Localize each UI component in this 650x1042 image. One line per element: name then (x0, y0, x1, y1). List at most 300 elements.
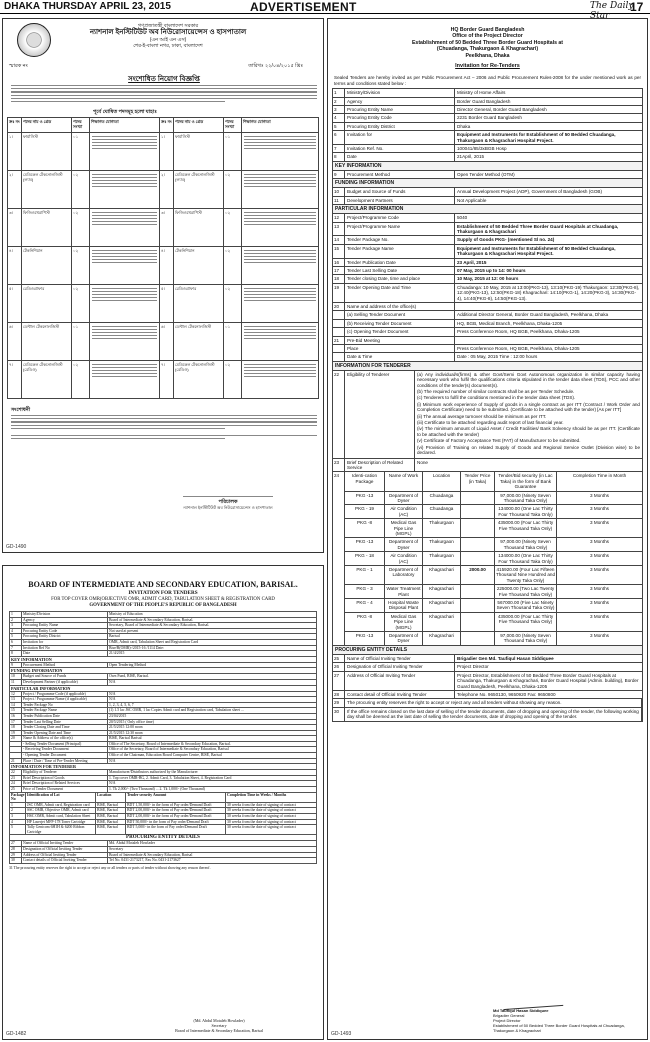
row-key: Tender Package No. (345, 236, 455, 243)
bise-table-general (9, 611, 317, 657)
bn-ref-left: স্মারক নং (9, 63, 28, 69)
col-header: পদের নাম ও গ্রেড (174, 118, 224, 132)
row-value: Md. Abdul Motaleb Howlader (109, 841, 155, 846)
row-key: Tender Package Name (345, 245, 455, 258)
bn-cell-post2: টেকনিশিয়ান (174, 247, 224, 284)
row-number (333, 328, 345, 335)
page-number: 17 (630, 0, 644, 14)
package-row (344, 552, 643, 566)
package-security: 97,000.00 (Ninety Seven Thousand Taka Only) (495, 492, 557, 506)
package-work: Department of Dyser (385, 538, 423, 552)
package-location: Thakurgaon (423, 538, 461, 552)
bn-cell-count: ০১ (72, 323, 90, 360)
eligibility-item: (v) Certificate of Factory Acceptance Test (FAT) of Manufacturer to be submitted. (417, 438, 581, 444)
hq-title-line: (Chuadanga, Thakurgaon & Khagrachari) (436, 46, 539, 53)
bn-intro-text (11, 83, 317, 104)
bn-cell-sn2: ১। (160, 133, 174, 170)
table-row (332, 267, 643, 275)
row-number: 10 (10, 674, 22, 679)
row-value: Additional Director General, Border Guard Bangladesh, Peelkhana, Dhaka (457, 312, 609, 318)
package-security: 97,000.00 (Ninety Seven Thousand Taka Only) (495, 538, 557, 552)
bn-cell-post: ফার্মাসিস্ট (22, 133, 72, 170)
bn-posts-table (7, 117, 319, 399)
package-price (461, 585, 495, 599)
bise-table-funding (9, 674, 317, 685)
bn-table-header (8, 118, 318, 132)
row-key: Procuring Entity Code (345, 114, 455, 121)
gd-number: GD-1482 (6, 1031, 27, 1037)
bn-header (63, 23, 273, 49)
row-key: Name of Official Inviting Tender (22, 841, 108, 846)
row-key: Agency (22, 618, 108, 623)
package-time: 3 Months (557, 552, 643, 566)
row-key: If the office remains closed on the last date of selling of the tender documents, date of dropping and opening of the tender, the following working day shall be deemed as the last date of selling the tender documents, date of dropping and opening of the tender. (345, 708, 642, 721)
bn-table-row (8, 246, 318, 284)
row-number: 9 (10, 663, 22, 668)
package-col-header: Location (423, 472, 461, 491)
package-security: 415920.00 (Four Lac Fifteen Thousand Nine Hundred and Twenty Taka Only) (495, 566, 557, 585)
package-price (461, 632, 495, 646)
row-key: Procuring Entity Name (345, 106, 455, 113)
row-value: Not Applicable (457, 197, 487, 203)
row-key: Name & Address of the office(s) (22, 736, 108, 741)
table-row (332, 320, 643, 328)
row-number: 3 (10, 623, 22, 628)
row-key: Tender Last Selling Date (22, 720, 108, 725)
package-row (344, 492, 643, 506)
bn-cell-sn2: ২। (160, 171, 174, 208)
row-key: Tender Package No (22, 703, 108, 708)
row-number: 24 (332, 472, 344, 646)
row-number: 20 (10, 736, 22, 741)
row-key: Brief Description of Related Services (22, 781, 108, 786)
sign-org: Board of Intermediate & Secondary Education, Barisal (175, 1028, 263, 1033)
row-key: Tender Publication Date (22, 714, 108, 719)
bise-table-procuring (9, 841, 317, 863)
row-key: Price of Tender Document (22, 787, 108, 792)
package-id: PKG - 3 (345, 585, 385, 599)
package-price (461, 505, 495, 519)
package-price: 2000.00 (461, 566, 495, 585)
row-number: 14 (333, 236, 345, 243)
package-time: 3 Months (557, 632, 643, 646)
bise-table-particular (9, 692, 317, 765)
row-number: 14 (10, 703, 22, 708)
bn-cell-count2: ০১ (224, 323, 242, 360)
package-time: 3 Months (557, 505, 643, 519)
row-key: Date (345, 153, 455, 160)
bise-section-key: KEY INFORMATION (9, 657, 317, 663)
bn-cell-post2: ফার্মাসিস্ট (174, 133, 224, 170)
bn-title: সংশোধিত নিয়োগ বিজ্ঞপ্তি (128, 76, 200, 83)
row-number: 11 (333, 197, 345, 204)
row-key: Contact details of Official Inviting Tender (22, 858, 108, 863)
row-number: 16 (10, 714, 22, 719)
bn-table-row (8, 170, 318, 208)
bise-line3: FOR TOP COVER OMR(OBJECTIVE OMR, ADMIT CARD, TABULATION SHEET & REGISTRATION CARD (51, 597, 275, 602)
bise-package-header (9, 793, 317, 803)
row-number: 1 (10, 612, 22, 617)
row-value: 1, 2, 3, 4, 5, 6, 7 (109, 702, 134, 707)
bn-cell-qualification (90, 133, 160, 170)
row-value: Dhaka (457, 123, 471, 129)
package-price (461, 552, 495, 566)
row-key: - Receiving Tender Document (22, 747, 108, 752)
table-row (332, 699, 643, 707)
row-key: Pre-Bid Meeting (345, 337, 455, 344)
hq-eligibility (332, 371, 643, 473)
bise-section-info: INFORMATION FOR TENDERER (9, 764, 317, 770)
ad-nins-recruitment (2, 18, 324, 553)
row-number: 22 (10, 770, 22, 775)
bn-cell-post: ফিজিওথেরাপিস্ট (22, 209, 72, 246)
row-value: Supply of Goods PKG- (mentioned Sl no. 24) (457, 237, 555, 243)
bise-package-time: 30 weeks from the date of signing of contract (227, 825, 296, 830)
row-key: Tender Opening Date and Time (22, 731, 108, 736)
row-key: Eligibility of Tenderer (345, 371, 415, 458)
package-location: Thakurgaon (423, 519, 461, 538)
bn-cell-qualification (242, 133, 318, 170)
bise-package-loc: BISE, Barisal (96, 808, 126, 813)
bn-cell-count2: ০২ (224, 171, 242, 208)
sign-rank: Brigadier General (493, 1013, 525, 1018)
row-key: The procuring entity reserves the right to accept or reject any and all tenders without showing any reason. (345, 699, 642, 706)
row-key: Designation of Official Inviting Tender (22, 847, 108, 852)
row-key: Tender closing Date, time and place (345, 275, 455, 282)
row-value: 20/5/2015 ( Only office time) (109, 719, 154, 724)
row-key: Place (345, 345, 455, 352)
row-number: 28 (10, 847, 22, 852)
table-row (332, 197, 643, 205)
row-key: Brief Description of Goods (22, 776, 108, 781)
row-key: Invitation for (345, 131, 455, 144)
row-key: Invitation Ref. No. (345, 145, 455, 152)
bn-cell-count: ০২ (72, 247, 90, 284)
hq-section-funding: FUNDING INFORMATION (332, 179, 643, 188)
row-number: 6 (10, 640, 22, 645)
row-value: OMR, Admit card, Tabulation Sheet and Registration Card (109, 639, 199, 644)
eligibility-item: (vi) Provision of Training on related Supply of Goods and Regional Service Outlet (Division wise) to be declared. (417, 444, 640, 456)
table-row (332, 259, 643, 267)
bise-section-particular: PARTICULAR INFORMATION (9, 686, 317, 692)
package-price (461, 599, 495, 613)
row-value: Manufacturer/Distributors authorized by the Manufacturer (109, 770, 198, 775)
package-col-header: Completion Time in Month (557, 472, 643, 491)
bn-sign-sub: ন্যাশনাল ইনস্টিটিউট অব নিউরোসায়েন্সেস ও হাসপাতাল (183, 505, 273, 510)
row-key: Brief Description of Related Service (345, 459, 415, 472)
bn-header-line: ন্যাশনাল ইনস্টিটিউট অব নিউরোসায়েন্সেস ও হাসপাতাল (89, 29, 247, 36)
row-number: 29 (10, 853, 22, 858)
package-time: 3 Months (557, 585, 643, 599)
row-value: Ministry of Education (109, 612, 143, 616)
hq-title-line: Establishment of 50 Bedded Three Border Guard Hospitals at (411, 39, 564, 46)
row-value: 21/4/2015 (109, 651, 125, 656)
package-col-header: Name of Work (385, 472, 423, 491)
row-number: 17 (10, 720, 22, 725)
row-value: N/A (109, 781, 116, 786)
table-row (332, 188, 643, 196)
table-row (332, 708, 643, 722)
row-key: Procuring Entity District (345, 123, 455, 130)
hq-table-funding (332, 188, 643, 205)
row-number: 9 (333, 171, 345, 178)
hq-table-general (332, 88, 643, 162)
col-header: পদের সংখ্যা (224, 118, 242, 132)
package-row (344, 538, 643, 552)
bise-package-lot: JSC OMR, Admit card, Registration card (26, 803, 96, 808)
gd-number: GD-1490 (6, 544, 27, 550)
row-number: 3 (333, 106, 345, 113)
col-header: পদের নাম ও গ্রেড (22, 118, 72, 132)
row-number: 11 (10, 680, 22, 685)
package-time: 3 Months (557, 599, 643, 613)
bn-cell-sn2: ৫। (160, 285, 174, 322)
government-seal-icon (17, 23, 51, 57)
bn-cell-count: ০২ (72, 361, 90, 398)
row-number: 7 (10, 646, 22, 651)
bn-cell-count: ০১ (72, 133, 90, 170)
row-value: Own Fund, BISE, Barisal. (109, 674, 149, 679)
bn-header-line: শের-ই-বাংলা নগর, ঢাকা, বাংলাদেশ (133, 43, 203, 49)
masthead (0, 0, 650, 21)
bise-package-col-header: Identification of Lot (26, 793, 96, 802)
sign-sub: Establishment of 50 Bedded Three Border Guard Hospitals at Chuadanga, Thakurgaon & Khagrachari (493, 1023, 625, 1033)
row-number: 19 (333, 284, 345, 302)
row-number: 28 (333, 691, 345, 698)
package-work: Air Condition (AC) (385, 505, 423, 519)
row-value: Border Guard Bangladesh (457, 98, 511, 104)
bn-ref-right: তারিখঃ ২২/০৪/২০১৫ খ্রিঃ (248, 63, 303, 69)
package-work: Department of Laboratory (385, 566, 423, 585)
hq-table-key (332, 171, 643, 179)
row-value: N/A (109, 691, 116, 696)
row-key: Tender Publication Date (345, 259, 455, 266)
row-value: Tel No. 0431-2173217, Fax No. 0431-2173627 (109, 858, 181, 863)
bise-package-time: 30 weeks from the date of signing of contract (227, 814, 296, 818)
package-location: Chuadanga (423, 492, 461, 506)
bn-cell-qualification (90, 247, 160, 284)
row-number (333, 353, 345, 360)
bn-cell-count2: ০১ (224, 133, 242, 170)
bn-cell-qualification (242, 247, 318, 284)
package-col-header: Tender Price (in Taka) (461, 472, 495, 491)
bn-cell-post2: ফিজিওথেরাপিস্ট (174, 209, 224, 246)
package-security: 134000.00 (One Lac Thirty Four Thousand Taka Only) (495, 505, 557, 519)
bise-package-col-header: Tender security Amount (126, 793, 226, 802)
table-row (332, 214, 643, 222)
row-value: N/A (109, 697, 116, 702)
bise-package-row (9, 825, 317, 835)
eligibility-item: (i) Minimum work experience of Supply of goods in a single contract as per ITT (Contract / Work Order and Completion Certificate) need to be submitted. (Certificate to be attached with the tender) [As per ITT] (417, 401, 640, 413)
bise-package-no: 4 (10, 820, 26, 825)
row-value: Annual Development Project (ADP), Government of Bangladesh (GOB) (457, 189, 603, 195)
package-row (344, 505, 643, 519)
package-price (461, 538, 495, 552)
bise-package-loc: BISE, Barisal (96, 814, 126, 819)
row-value: Office of the Secretary, Board of Intermediate & Secondary Education, Barisal (109, 747, 229, 752)
row-number: 30 (10, 858, 22, 863)
bise-package-col-header: Completion Time in Weeks / Months (227, 792, 287, 797)
row-number: 7 (333, 145, 345, 152)
bn-cell-count2: ০২ (224, 247, 242, 284)
row-number (10, 742, 22, 747)
dateline: DHAKA THURSDAY APRIL 23, 2015 (4, 1, 171, 12)
row-key: Tender Package Name (22, 708, 108, 713)
table-row (332, 153, 643, 161)
row-value: Equipment and Instruments for Establishment of 50 Bedded Chuadanga, Thakurgaon & Khagrachari Hospital Project. (457, 132, 616, 143)
row-key: Procurement Method (22, 663, 108, 668)
table-row (332, 236, 643, 244)
row-value: 21/5/2015 12:00 noon (109, 725, 143, 730)
table-row (332, 691, 643, 699)
row-number: 24 (10, 781, 22, 786)
bn-footer-note: সংশোধনী (11, 407, 31, 413)
bn-table-row (8, 284, 318, 322)
row-number: 18 (333, 275, 345, 282)
bn-cell-qualification (90, 171, 160, 208)
bn-cell-sn: ৬। (8, 323, 22, 360)
package-col-header: Identi-cation Package (345, 472, 385, 491)
package-security: 435000.00 (Four Lac Thirty Five Thousand Taka Only) (495, 613, 557, 632)
row-number (10, 753, 22, 758)
bn-cell-qualification (90, 323, 160, 360)
bn-cell-sn: ৪। (8, 247, 22, 284)
package-id: PKG -13 (345, 632, 385, 646)
row-value: Brigadier Gen Md. Taufiqul Hasan Siddiquee (457, 655, 554, 661)
row-number: 21 (10, 759, 22, 764)
package-work: Hospital Waste Disposal Plant (385, 599, 423, 613)
package-time: 3 Months (557, 492, 643, 506)
package-row (344, 585, 643, 599)
package-col-header: Tender/Bid security (in Lac Taka) in the form of Bank Guarantee (495, 472, 557, 491)
eligibility-item: (iv) The minimum amount of Liquid Asset / Credit Facilities/ Bank Solvency should be as per ITT. (Certificate to be attached with the tender) (417, 426, 640, 437)
table-row (332, 106, 643, 114)
bn-cell-post2: ডেন্টাল টেকনোলজিস্ট (174, 323, 224, 360)
hq-invitation-heading: Invitation for Re-Tenders (455, 63, 520, 70)
row-number: 25 (333, 655, 345, 662)
row-value (455, 337, 642, 344)
bn-table-row (8, 208, 318, 246)
row-key: Project / Programme Name (if applicable) (22, 697, 108, 702)
row-key: Procuring Entity District (22, 634, 108, 639)
row-value (455, 303, 642, 310)
row-key: Tender Last Selling Date (345, 267, 455, 274)
eligibility-item: (c) Tenderers to fulfil the conditions mentioned in the tender data sheet (TDS). (417, 395, 576, 401)
row-value: Board of Intermediate & Secondary Education, Barisal (109, 852, 193, 857)
bise-package-sec: BDT 2,00,000/- in the form of Pay order/Demand Draft (126, 814, 226, 819)
row-value: 2231 Border Guard Bangladesh (457, 115, 522, 121)
eligibility-list (415, 371, 642, 458)
row-value: Telephone No. 9650130, 9650920 Fax: 9650800 (457, 691, 556, 697)
row-value: Office of The Secretary, Board of Intermediate & Secondary Education, Barisal. (109, 741, 231, 746)
row-value: 21/5/2015 12:30 noon (109, 730, 143, 735)
eligibility-item: (ii) The annual average turnover should be minimum as per ITT. (417, 413, 547, 419)
row-key: Designation of Official Inviting Tender (345, 663, 455, 670)
bn-table-row (8, 132, 318, 170)
signature-mark (183, 487, 273, 497)
package-security: 97,000.00 (Ninety Seven Thousand Taka Only) (495, 632, 557, 646)
bise-package-no: 3 (10, 814, 26, 819)
package-id: PKG - 1 (345, 566, 385, 585)
row-key: Procuring Entity Code (22, 629, 108, 634)
row-key: - Selling Tender Document (Principal) (22, 742, 108, 747)
table-row (332, 114, 643, 122)
bn-cell-sn: ৫। (8, 285, 22, 322)
bise-package-time: 30 weeks from the date of signing of contract (227, 808, 296, 813)
package-time: 3 Months (557, 538, 643, 552)
row-number: 29 (333, 699, 345, 706)
package-row (344, 599, 643, 613)
row-number: 16 (333, 259, 345, 266)
bn-cell-count: ০২ (72, 209, 90, 246)
bise-signature (175, 1018, 263, 1033)
row-key: Budget and Source of Funds (22, 674, 108, 679)
row-key: Development Partners (345, 197, 455, 204)
row-value: 21April, 2015 (457, 154, 485, 160)
bise-package-table (9, 793, 317, 836)
row-key: Ministry/Division (345, 89, 455, 96)
hq-title-line: Peelkhana, Dhaka (465, 52, 510, 59)
row-value: Establishment of 50 Bedded Three Border Guard Hospitals at Chuadanga, Thakurgaon & Khagrachari (457, 223, 619, 234)
row-number: 27 (10, 841, 22, 846)
row-value: Director General, Border Guard Bangladesh (457, 107, 547, 113)
bn-cell-post2: রেডিওগ্রাফার (174, 285, 224, 322)
bise-package-time: 30 weeks from the date of signing of contract (227, 819, 296, 824)
bise-package-time: 30 weeks from the date of signing of contract (227, 802, 296, 807)
bise-package-no: 5 (10, 825, 26, 834)
row-number: 17 (333, 267, 345, 274)
bise-footer: 31 The procuring entity reserves the right to accept or reject any or all tenders or parts of tender without showing any reason thereof. (9, 865, 211, 870)
row-number: 23 (10, 776, 22, 781)
bise-package-sec: BDT 2,00,000/- in the form of Pay order/Demand Draft (126, 808, 226, 813)
col-header: শিক্ষাগত যোগ্যতা (90, 118, 160, 132)
bn-cell-sn2: ৩। (160, 209, 174, 246)
row-value: 07 May, 2015 up to 14: 00 hours (457, 267, 526, 273)
row-number: 12 (333, 214, 345, 221)
bn-cell-sn2: ৬। (160, 323, 174, 360)
bn-cell-count: ০২ (72, 171, 90, 208)
row-number: 15 (333, 245, 345, 258)
bn-cell-qualification (90, 209, 160, 246)
bn-header-line: (এন আই এন এস) (149, 37, 187, 43)
paper-name: The Daily Star (590, 1, 634, 21)
bn-cell-sn2: ৭। (160, 361, 174, 398)
table-row (332, 171, 643, 179)
sign-title: Project Director (493, 1018, 521, 1023)
row-number: 26 (333, 663, 345, 670)
row-number: 12 (10, 692, 22, 697)
bn-cell-post: মেডিকেল টেকনোলজিস্ট (রেডিও) (22, 361, 72, 398)
eligibility-item: (b) The required number of similar contracts shall be as per Tender Schedule. (417, 389, 575, 395)
table-row (332, 98, 643, 106)
hq-table-procuring (332, 655, 643, 722)
sign-name: (Md. Abdul Motaleb Howlader) (193, 1018, 245, 1023)
row-value: Equipment and Instruments for Establishment of 50 Bedded Chuadanga, Thakurgaon & Khagrachari Hospital Project. (457, 245, 616, 257)
bise-package-no: 1 (10, 803, 26, 808)
row-number: 25 (10, 787, 22, 792)
package-id: PKG -13 (345, 492, 385, 506)
row-value: 23/04/2015 (109, 713, 127, 718)
package-row (344, 519, 643, 538)
hq-title (328, 27, 647, 59)
package-time: 3 Months (557, 519, 643, 538)
bise-subtitle: INVITATION FOR TENDERS (128, 590, 198, 596)
row-value: Date : 05 May, 2015 Time : 12:00 hours (457, 354, 538, 360)
row-value: Press Conference Room, HQ BGB, Peelkhana, Dhaka-1205 (457, 346, 580, 351)
package-location: Chuadanga (423, 505, 461, 519)
row-number (10, 747, 22, 752)
row-key: Date (22, 651, 108, 656)
